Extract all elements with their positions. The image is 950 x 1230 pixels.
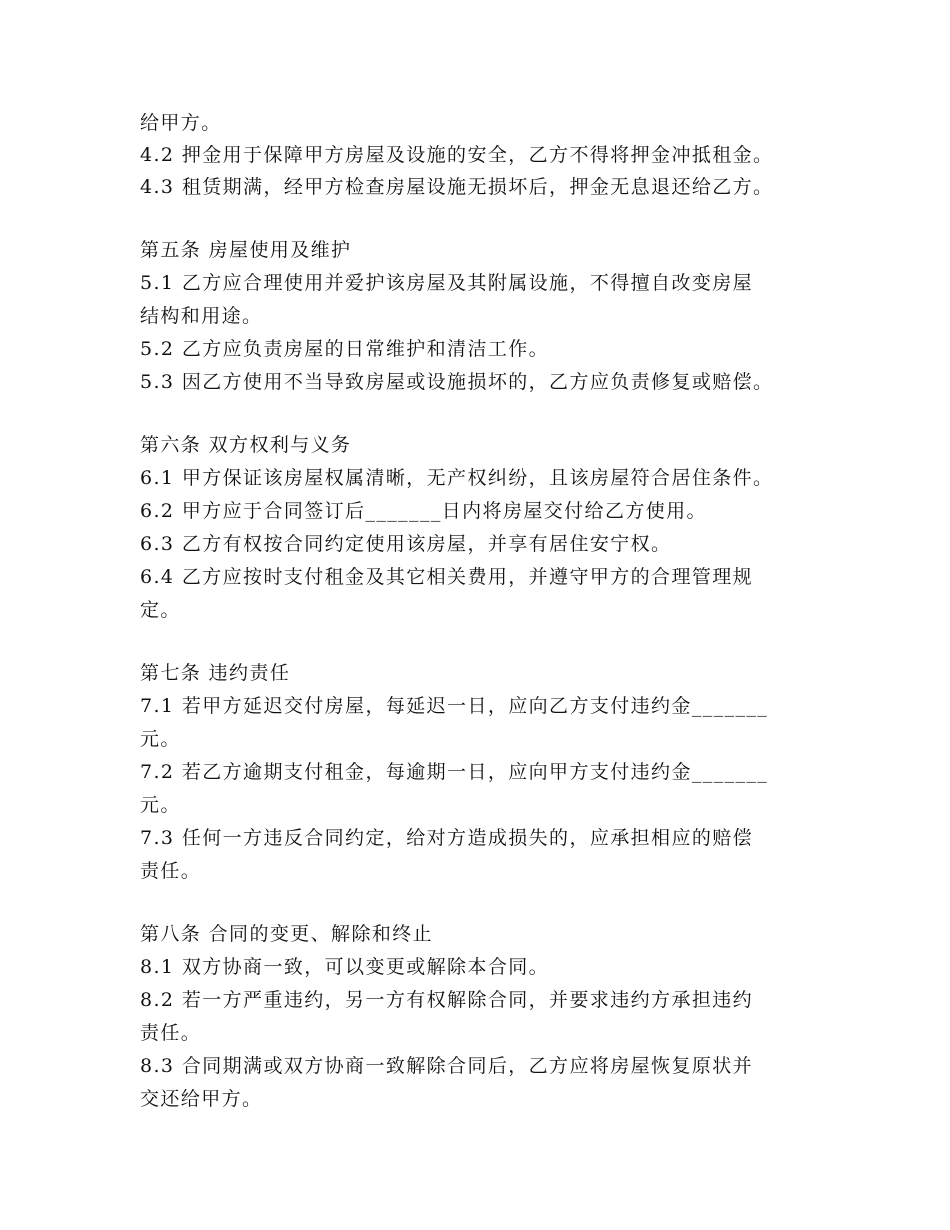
- clause-8-2-line2: 责任。: [140, 1022, 202, 1044]
- clause-6-4-line1: 6.4 乙方应按时支付租金及其它相关费用，并遵守甲方的合理管理规: [140, 566, 754, 588]
- clause-4-3: 4.3 租赁期满，经甲方检查房屋设施无损坏后，押金无息退还给乙方。: [140, 176, 774, 198]
- clause-6-1: 6.1 甲方保证该房屋权属清晰，无产权纠纷，且该房屋符合居住条件。: [140, 467, 774, 489]
- clause-5-3: 5.3 因乙方使用不当导致房屋或设施损坏的，乙方应负责修复或赔偿。: [140, 371, 774, 393]
- clause-5-1-line2: 结构和用途。: [140, 305, 263, 327]
- clause-8-3-line2: 交还给甲方。: [140, 1088, 263, 1110]
- clause-7-3-line1: 7.3 任何一方违反合同约定，给对方造成损失的，应承担相应的赔偿: [140, 827, 754, 849]
- clause-4-continuation: 给甲方。: [140, 112, 222, 134]
- clause-6-3: 6.3 乙方有权按合同约定使用该房屋，并享有居住安宁权。: [140, 533, 672, 555]
- clause-5-heading: 第五条 房屋使用及维护: [140, 239, 352, 261]
- clause-7-2-line1: 7.2 若乙方逾期支付租金，每逾期一日，应向甲方支付违约金_______: [140, 761, 769, 783]
- clause-7-heading: 第七条 违约责任: [140, 662, 291, 684]
- clause-8-3-line1: 8.3 合同期满或双方协商一致解除合同后，乙方应将房屋恢复原状并: [140, 1055, 754, 1077]
- clause-6-2: 6.2 甲方应于合同签订后_______日内将房屋交付给乙方使用。: [140, 500, 707, 522]
- clause-7-1-line2: 元。: [140, 728, 181, 750]
- clause-7-3-line2: 责任。: [140, 860, 202, 882]
- clause-8-1: 8.1 双方协商一致，可以变更或解除本合同。: [140, 956, 550, 978]
- clause-7-2-line2: 元。: [140, 794, 181, 816]
- clause-4-2: 4.2 押金用于保障甲方房屋及设施的安全，乙方不得将押金冲抵租金。: [140, 144, 774, 166]
- clause-5-2: 5.2 乙方应负责房屋的日常维护和清洁工作。: [140, 338, 550, 360]
- clause-7-1-line1: 7.1 若甲方延迟交付房屋，每延迟一日，应向乙方支付违约金_______: [140, 695, 769, 717]
- clause-6-heading: 第六条 双方权利与义务: [140, 434, 352, 456]
- clause-8-heading: 第八条 合同的变更、解除和终止: [140, 923, 434, 945]
- clause-6-4-line2: 定。: [140, 599, 181, 621]
- clause-5-1-line1: 5.1 乙方应合理使用并爱护该房屋及其附属设施，不得擅自改变房屋: [140, 272, 754, 294]
- clause-8-2-line1: 8.2 若一方严重违约，另一方有权解除合同，并要求违约方承担违约: [140, 989, 754, 1011]
